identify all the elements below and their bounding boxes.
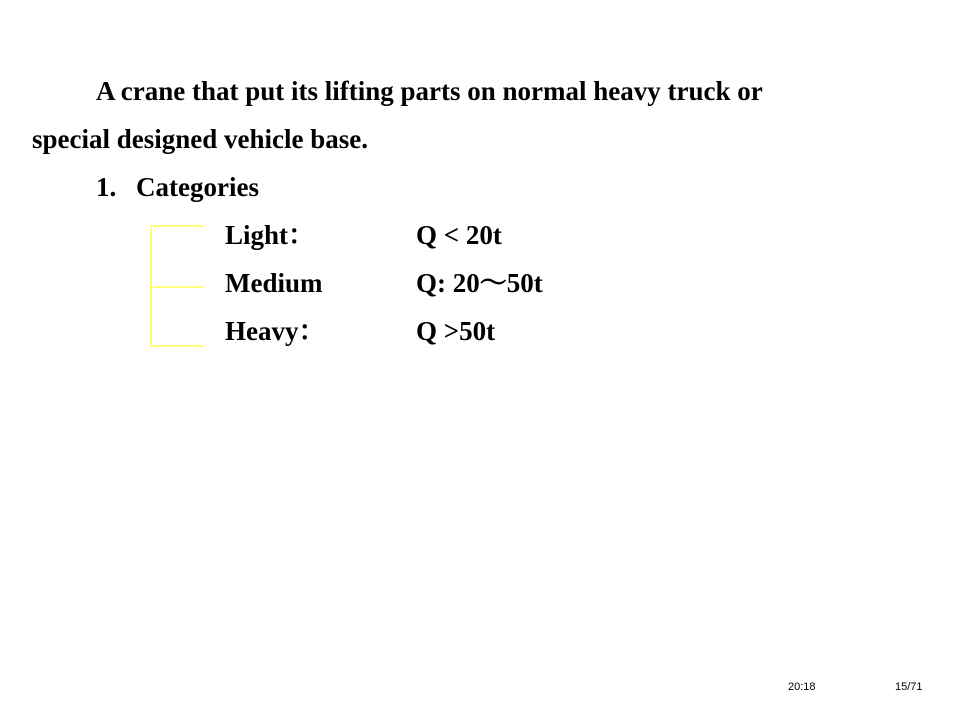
- category-value: Q >50t: [416, 316, 496, 346]
- footer-page-number: 15/71: [895, 681, 923, 693]
- category-name: Light：: [225, 220, 316, 250]
- category-name: Heavy：: [225, 316, 326, 346]
- category-bracket: [150, 225, 206, 347]
- section-heading: [96, 170, 259, 204]
- category-value: Q < 20t: [416, 220, 502, 250]
- section-number: 1.: [96, 172, 117, 202]
- category-name: Medium: [225, 268, 323, 298]
- intro-line-1: A crane that put its lifting parts on normal heavy truck or: [96, 76, 763, 106]
- footer-time: 20:18: [788, 681, 816, 693]
- category-value: Q: 20～50t: [416, 268, 543, 298]
- bracket-lines: [151, 226, 204, 346]
- section-title: Categories: [136, 172, 259, 202]
- intro-line-2: special designed vehicle base.: [32, 124, 368, 154]
